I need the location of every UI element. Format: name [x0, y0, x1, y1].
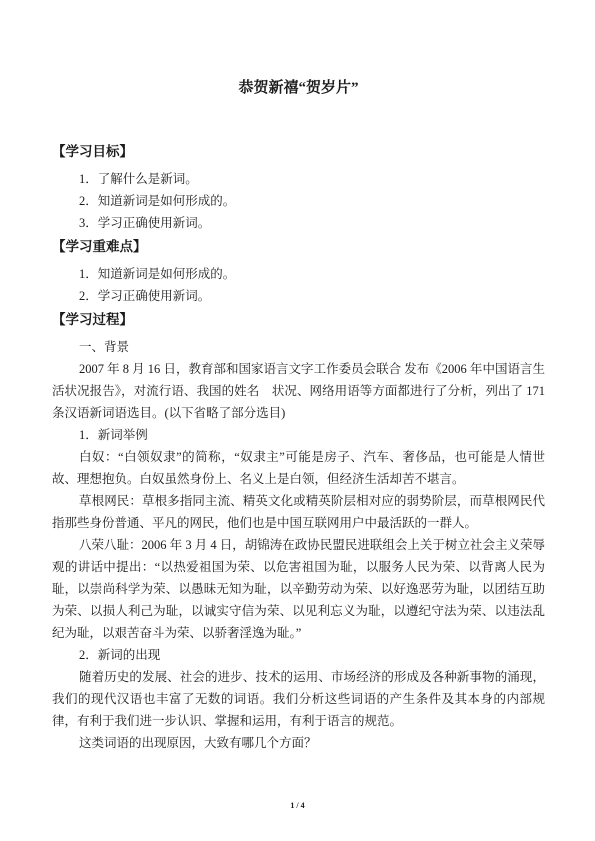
goal-item: 1．了解什么是新词。 — [79, 172, 198, 186]
key-point-item: 2．学习正确使用新词。 — [79, 289, 211, 303]
emergence-heading: 2．新词的出现 — [79, 648, 161, 662]
learning-process-heading: 【学习过程】 — [52, 312, 133, 327]
key-point-item: 1．知道新词是如何形成的。 — [79, 267, 236, 281]
background-paragraph: 2007 年 8 月 16 日，教育部和国家语言文字工作委员会联合 发布《2006 年中国语言生活状况报告》，对流行语、我国的姓名 状况、网络用语等方面都进行了分析，列出了 171 条汉语新词语选目。(以下省略了部分选目) — [52, 362, 545, 420]
goal-item: 2．知道新词是如何形成的。 — [79, 194, 236, 208]
question-paragraph: 这类词语的出现原因，大致有哪几个方面？ — [79, 736, 317, 750]
key-points-heading: 【学习重难点】 — [52, 239, 147, 254]
learning-goals-heading: 【学习目标】 — [52, 144, 133, 159]
example-paragraph-barongbachi: 八荣八耻：2006 年 3 月 4 日，胡锦涛在政协民盟民进联组会上关于树立社会主义荣辱观的讲话中提出：“以热爱祖国为荣、以危害祖国为耻，以服务人民为荣、以背离人民为耻，以崇尚科学为荣、以愚昧无知为耻，以辛勤劳动为荣、以好逸恶劳为耻，以团结互助为荣、以损人利己为耻，以诚实守信为荣、以见利忘义为耻，以遵纪守法为荣、以违法乱纪为耻，以艰苦奋斗为荣、以骄奢淫逸为耻。” — [52, 538, 545, 640]
learning-goals-section — [52, 141, 545, 234]
document-page — [52, 76, 545, 754]
background-heading: 一、背景 — [79, 340, 130, 354]
page-number: 1 / 4 — [290, 801, 305, 810]
example-paragraph-caogen: 草根网民：草根多指同主流、精英文化或精英阶层相对应的弱势阶层，而草根网民代指那些身份普通、平凡的网民，他们也是中国互联网用户中最活跃的一群人。 — [52, 494, 545, 530]
key-points-section — [52, 236, 545, 307]
emergence-paragraph: 随着历史的发展、社会的进步、技术的运用、市场经济的形成及各种新事物的涌现，我们的现代汉语也丰富了无数的词语。我们分析这些词语的产生条件及其本身的内部规律，有利于我们进一步认识、掌握和运用，有利于语言的规范。 — [52, 670, 545, 728]
goal-item: 3．学习正确使用新词。 — [79, 216, 211, 230]
examples-heading: 1．新词举例 — [79, 428, 148, 442]
learning-process-section — [52, 309, 545, 754]
example-paragraph-bainu: 白奴：“白领奴隶”的简称，“奴隶主”可能是房子、汽车、奢侈品，也可能是人情世故、理想抱负。白奴虽然身份上、名义上是白领，但经济生活却苦不堪言。 — [52, 450, 545, 486]
document-title: 恭贺新禧“贺岁片” — [238, 80, 359, 96]
